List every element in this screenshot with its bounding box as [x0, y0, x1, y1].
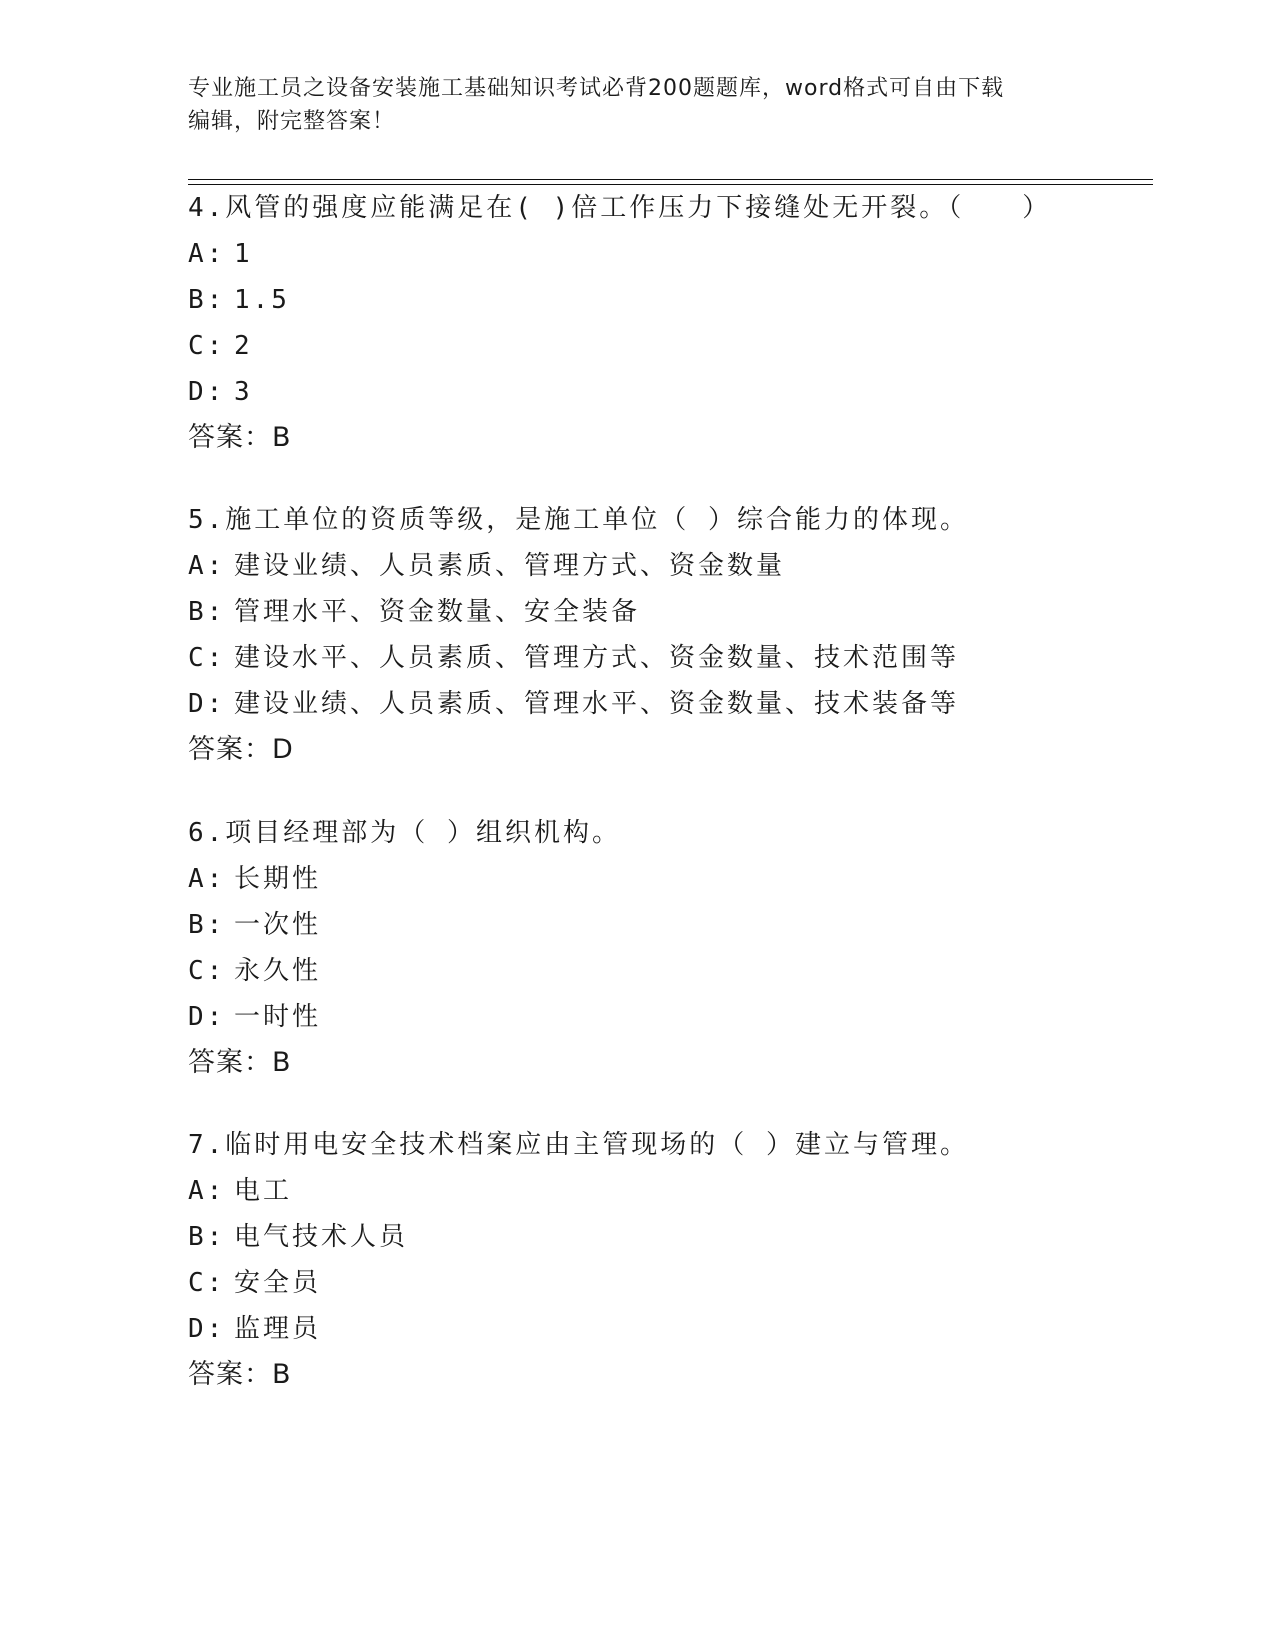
- option-text: 2: [234, 331, 253, 361]
- option-label: B:: [188, 910, 226, 940]
- option-text: 1: [234, 239, 253, 269]
- option-a: [188, 856, 1148, 902]
- option-label: B:: [188, 597, 226, 627]
- option-d: [188, 681, 1148, 727]
- question-stem: 7.临时用电安全技术档案应由主管现场的（ ）建立与管理。: [188, 1130, 969, 1160]
- option-label: C:: [188, 643, 226, 673]
- option-label: C:: [188, 956, 226, 986]
- option-text: 管理水平、资金数量、安全装备: [234, 597, 641, 627]
- option-d: [188, 369, 1148, 415]
- option-label: A:: [188, 551, 226, 581]
- header-divider-top: [188, 179, 1153, 180]
- option-label: A:: [188, 864, 226, 894]
- option-b: [188, 902, 1148, 948]
- option-text: 长期性: [234, 864, 322, 894]
- option-text: 电工: [234, 1176, 293, 1206]
- option-d: [188, 994, 1148, 1040]
- question-block: [188, 1122, 1148, 1398]
- option-text: 建设业绩、人员素质、管理方式、资金数量: [234, 551, 786, 581]
- option-b: [188, 1214, 1148, 1260]
- option-text: 建设业绩、人员素质、管理水平、资金数量、技术装备等: [234, 689, 960, 719]
- option-text: 安全员: [234, 1268, 322, 1298]
- question-block: [188, 497, 1148, 773]
- option-c: [188, 635, 1148, 681]
- question-block: [188, 185, 1148, 461]
- option-label: D:: [188, 1314, 226, 1344]
- answer-line: 答案：B: [188, 1359, 292, 1390]
- option-c: [188, 323, 1148, 369]
- option-label: C:: [188, 1268, 226, 1298]
- option-text: 一时性: [234, 1002, 322, 1032]
- option-label: C:: [188, 331, 226, 361]
- question-stem: 4.风管的强度应能满足在( )倍工作压力下接缝处无开裂。（ ）: [188, 193, 1052, 223]
- option-text: 建设水平、人员素质、管理方式、资金数量、技术范围等: [234, 643, 960, 673]
- answer-line: 答案：D: [188, 734, 294, 765]
- option-b: [188, 589, 1148, 635]
- answer-line: 答案：B: [188, 422, 292, 453]
- question-block: [188, 810, 1148, 1086]
- option-a: [188, 543, 1148, 589]
- option-text: 永久性: [234, 956, 322, 986]
- option-text: 电气技术人员: [234, 1222, 409, 1252]
- option-b: [188, 277, 1148, 323]
- option-label: A:: [188, 239, 226, 269]
- option-label: A:: [188, 1176, 226, 1206]
- option-label: D:: [188, 377, 226, 407]
- option-text: 1.5: [234, 285, 290, 315]
- option-text: 一次性: [234, 910, 322, 940]
- option-label: B:: [188, 1222, 226, 1252]
- option-label: B:: [188, 285, 226, 315]
- option-text: 监理员: [234, 1314, 322, 1344]
- option-a: [188, 1168, 1148, 1214]
- option-d: [188, 1306, 1148, 1352]
- option-text: 3: [234, 377, 253, 407]
- header-line-1: 专业施工员之设备安装施工基础知识考试必背200题题库，word格式可自由下载: [188, 76, 1005, 101]
- header-line-2: 编辑，附完整答案！: [188, 109, 396, 134]
- option-a: [188, 231, 1148, 277]
- question-stem: 6.项目经理部为（ ）组织机构。: [188, 818, 621, 848]
- option-label: D:: [188, 1002, 226, 1032]
- answer-line: 答案：B: [188, 1047, 292, 1078]
- document-header: [188, 72, 1088, 138]
- question-stem: 5.施工单位的资质等级，是施工单位（ ）综合能力的体现。: [188, 505, 969, 535]
- option-c: [188, 948, 1148, 994]
- option-label: D:: [188, 689, 226, 719]
- option-c: [188, 1260, 1148, 1306]
